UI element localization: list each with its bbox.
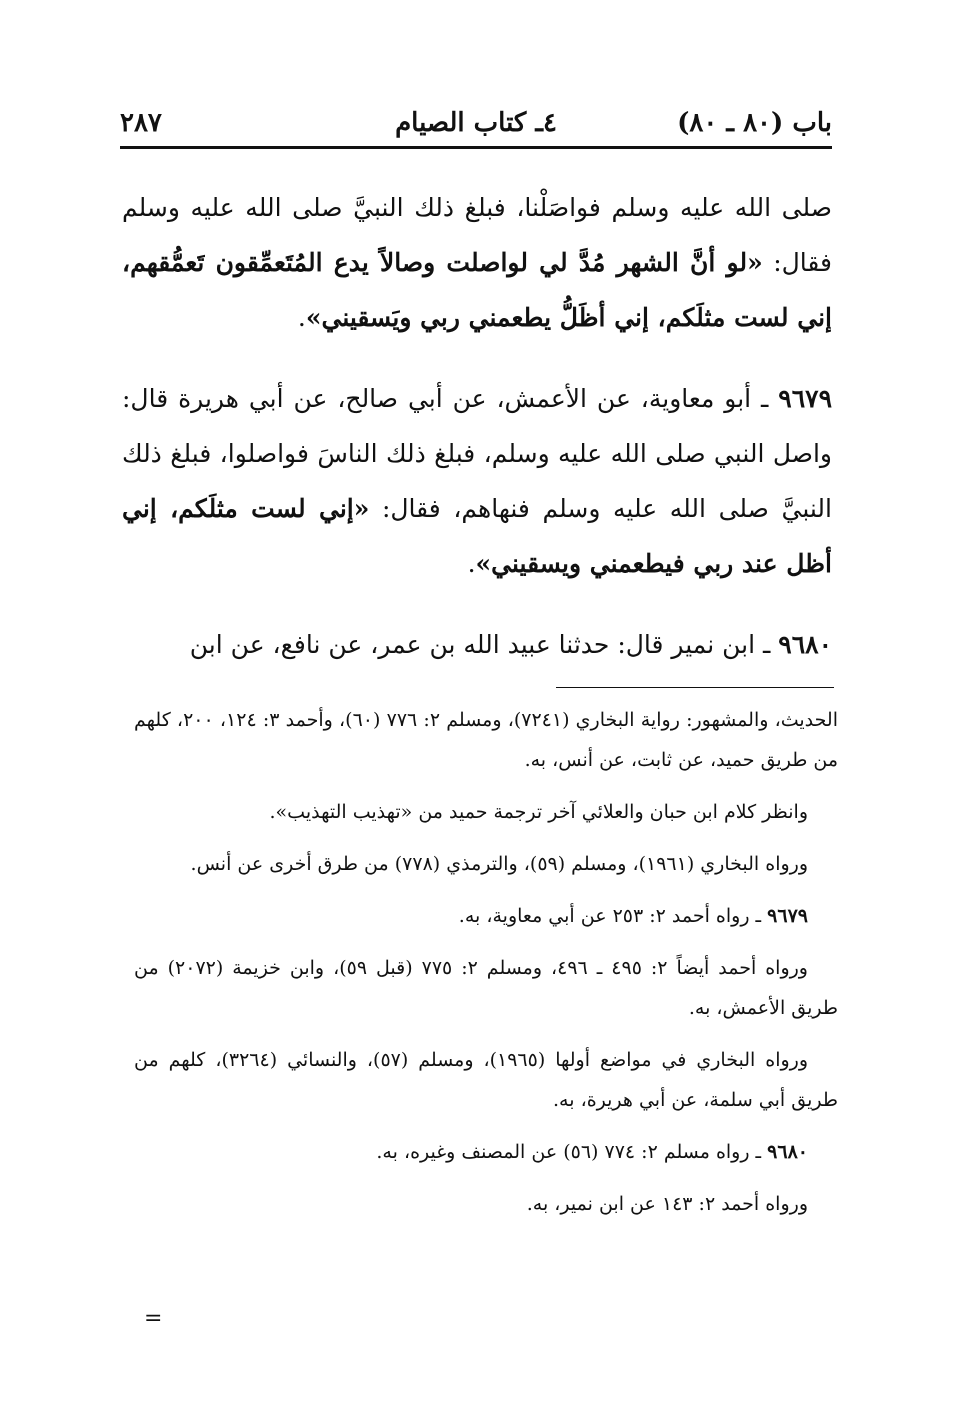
header-rule <box>120 146 832 149</box>
footnote-line: الحديث، والمشهور: رواية البخاري (٧٢٤١)، ومسلم ٢: ٧٧٦ (٦٠)، وأحمد ٣: ١٢٤، ٢٠٠، كلهم من طريق حميد، عن ثابت، عن أنس، به. <box>134 709 838 771</box>
quoted-hadith: «إني لست مثلَكم، إني أظل عند ربي فيطعمني ويسقيني» <box>122 494 832 578</box>
hadith-9679 <box>122 371 832 591</box>
footnote-line: وانظر كلام ابن حبان والعلائي آخر ترجمة حميد من «تهذيب التهذيب». <box>269 801 808 823</box>
footnote-line: ورواه أحمد ٢: ١٤٣ عن ابن نمير، به. <box>526 1193 808 1215</box>
footnote-9679 <box>134 896 838 936</box>
footnote-number: ٩٦٧٩ <box>767 905 808 927</box>
paragraph-text: ـ ابن نمير قال: حدثنا عبيد الله بن عمر، عن نافع، عن ابن <box>189 630 779 659</box>
continuation-mark: = <box>144 1306 163 1331</box>
page-header <box>120 100 832 144</box>
footnotes <box>134 700 838 1236</box>
paragraph-continued <box>122 180 832 345</box>
footnote-line: ورواه البخاري في مواضع أولها (١٩٦٥)، ومسلم (٥٧)، والنسائي (٣٢٦٤)، كلهم من طريق أبي سلمة، عن أبي هريرة، به. <box>134 1049 838 1111</box>
page-number: ٢٨٧ <box>120 108 162 138</box>
hadith-number: ٩٦٧٩ <box>778 384 832 413</box>
footnote-number: ٩٦٨٠ <box>767 1141 808 1163</box>
main-text <box>122 180 832 698</box>
footnote-text: ـ رواه مسلم ٢: ٧٧٤ (٥٦) عن المصنف وغيره، به. <box>376 1141 768 1163</box>
hadith-9680 <box>122 617 832 672</box>
punctuation: . <box>467 549 476 578</box>
paragraph-text: ـ أبو معاوية، عن الأعمش، عن أبي صالح، عن أبي هريرة قال: واصل النبي صلى الله عليه وسلم، فبلغ ذلك الناسَ فواصلوا، فبلغ ذلك النبيَّ صلى الله عليه وسلم فنهاهم، فقال: <box>122 384 832 523</box>
hadith-number: ٩٦٨٠ <box>778 630 832 659</box>
footnote-line: ورواه أحمد أيضاً ٢: ٤٩٥ ـ ٤٩٦، ومسلم ٢: ٧٧٥ (قبل ٥٩)، وابن خزيمة (٢٠٧٢) من طريق الأعمش، به. <box>134 957 838 1019</box>
footnote-line: ورواه البخاري (١٩٦١)، ومسلم (٥٩)، والترمذي (٧٧٨) من طرق أخرى عن أنس. <box>190 853 808 875</box>
punctuation: . <box>297 303 306 332</box>
footnote-9680 <box>134 1132 838 1172</box>
chapter-heading: باب (٨٠ ـ ٨٠) <box>677 108 832 138</box>
footnote-text: ـ رواه أحمد ٢: ٢٥٣ عن أبي معاوية، به. <box>458 905 768 927</box>
paragraph-text: صلى الله عليه وسلم فواصَلْنا، فبلغ ذلك النبيَّ صلى الله عليه وسلم فقال: <box>122 193 833 277</box>
footnote-rule <box>556 687 834 688</box>
book-title: ٤ـ كتاب الصيام <box>395 108 557 138</box>
quoted-hadith: «لو أنَّ الشهر مُدَّ لي لواصلت وصالاً يدع المُتَعمِّقون تَعمُّقهم، إني لست مثلَكم، إني أظَلُّ يطعمني ربي ويَسقيني» <box>122 248 832 332</box>
